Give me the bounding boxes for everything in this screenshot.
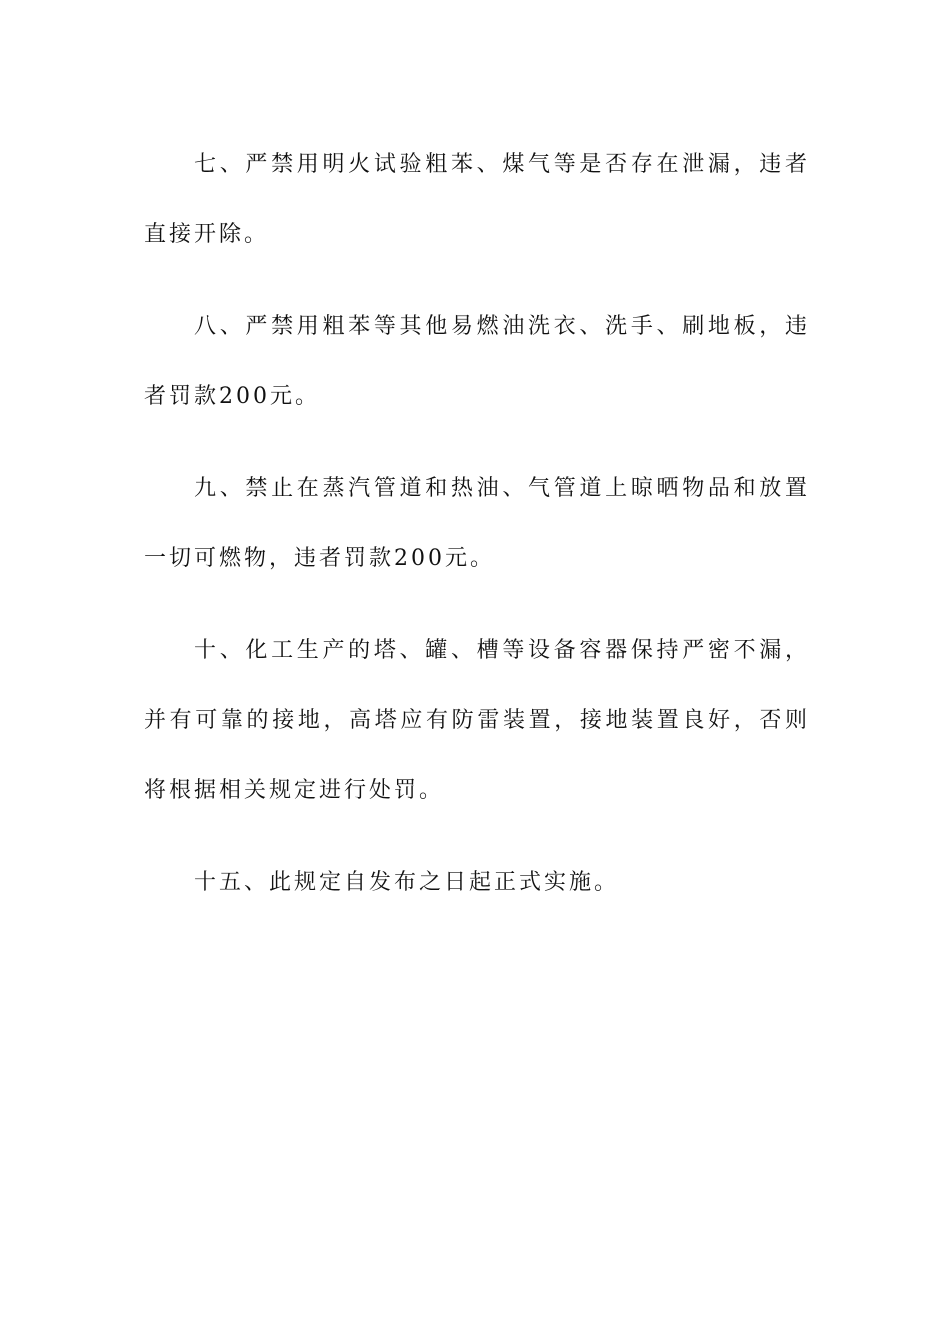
clause-nine: 九、禁止在蒸汽管道和热油、气管道上晾晒物品和放置一切可燃物，违者罚款200元。 [144, 476, 810, 571]
clause-seven: 七、严禁用明火试验粗苯、煤气等是否存在泄漏，违者直接开除。 [144, 152, 810, 247]
clause-fifteen: 十五、此规定自发布之日起正式实施。 [194, 870, 620, 895]
clause-ten: 十、化工生产的塔、罐、槽等设备容器保持严密不漏，并有可靠的接地，高塔应有防雷装置，接地装置良好，否则将根据相关规定进行处罚。 [144, 638, 810, 803]
document-body [144, 130, 810, 940]
clause-eight: 八、严禁用粗苯等其他易燃油洗衣、洗手、刷地板，违者罚款200元。 [144, 314, 810, 409]
